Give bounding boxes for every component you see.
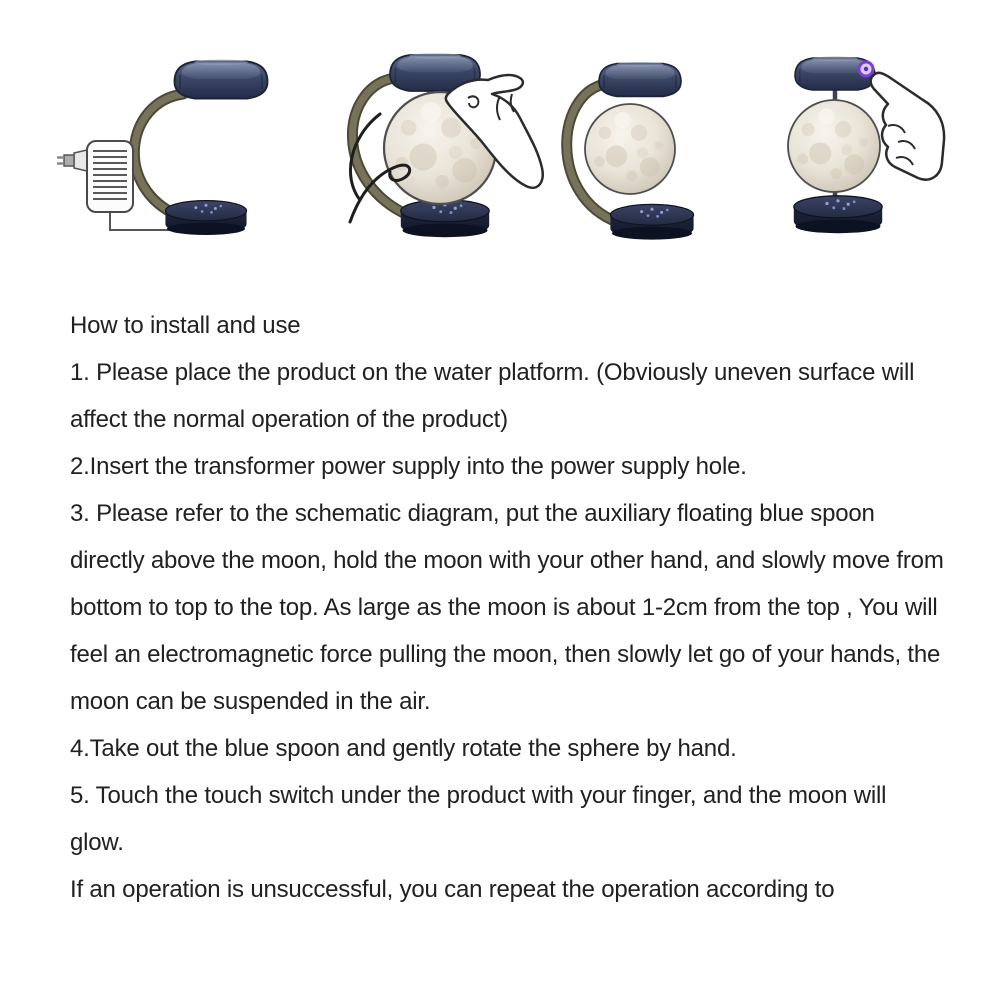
- instruction-step-3: 3. Please refer to the schematic diagram, put the auxiliary floating blue spoon directly above the moon, hold the moon with your other hand, and slowly move from bottom to top to the top. As large as the moon is about 1-2cm from the top , You will feel an electromagnetic force pulling the moon, then slowly let go of your hands, the moon can be suspended in the air.: [70, 500, 944, 715]
- instruction-footnote: If an operation is unsuccessful, you can repeat the operation according to: [70, 876, 835, 903]
- magnetic-base: [165, 201, 246, 235]
- instruction-step-4: 4.Take out the blue spoon and gently rotate the sphere by hand.: [70, 735, 737, 762]
- figure-touch-switch: [755, 48, 950, 252]
- magnetic-base: [401, 200, 489, 237]
- instructions-text: [70, 302, 946, 913]
- touch-switch-icon: [859, 62, 873, 76]
- figures-row: [0, 0, 1000, 270]
- moon-sphere: [788, 100, 880, 192]
- figure-moon-levitating: [553, 50, 728, 250]
- magnetic-base: [794, 196, 882, 233]
- figure-plug-in-power-adapter: [55, 38, 295, 253]
- power-adapter-icon: [57, 141, 133, 212]
- c-arm: [134, 94, 183, 216]
- magnet-top: [175, 60, 268, 99]
- magnetic-base: [610, 204, 693, 239]
- figure-place-moon-with-hands: [330, 42, 550, 252]
- moon-sphere: [585, 104, 675, 194]
- instruction-step-5: 5. Touch the touch switch under the product with your finger, and the moon will glow.: [70, 782, 887, 856]
- instruction-step-2: 2.Insert the transformer power supply into the power supply hole.: [70, 453, 747, 480]
- pointing-hand-icon: [871, 73, 944, 180]
- magnet-top: [599, 62, 681, 96]
- instruction-step-1: 1. Please place the product on the water platform. (Obviously uneven surface will affect the normal operation of the product): [70, 359, 915, 433]
- section-title: How to install and use: [70, 312, 301, 339]
